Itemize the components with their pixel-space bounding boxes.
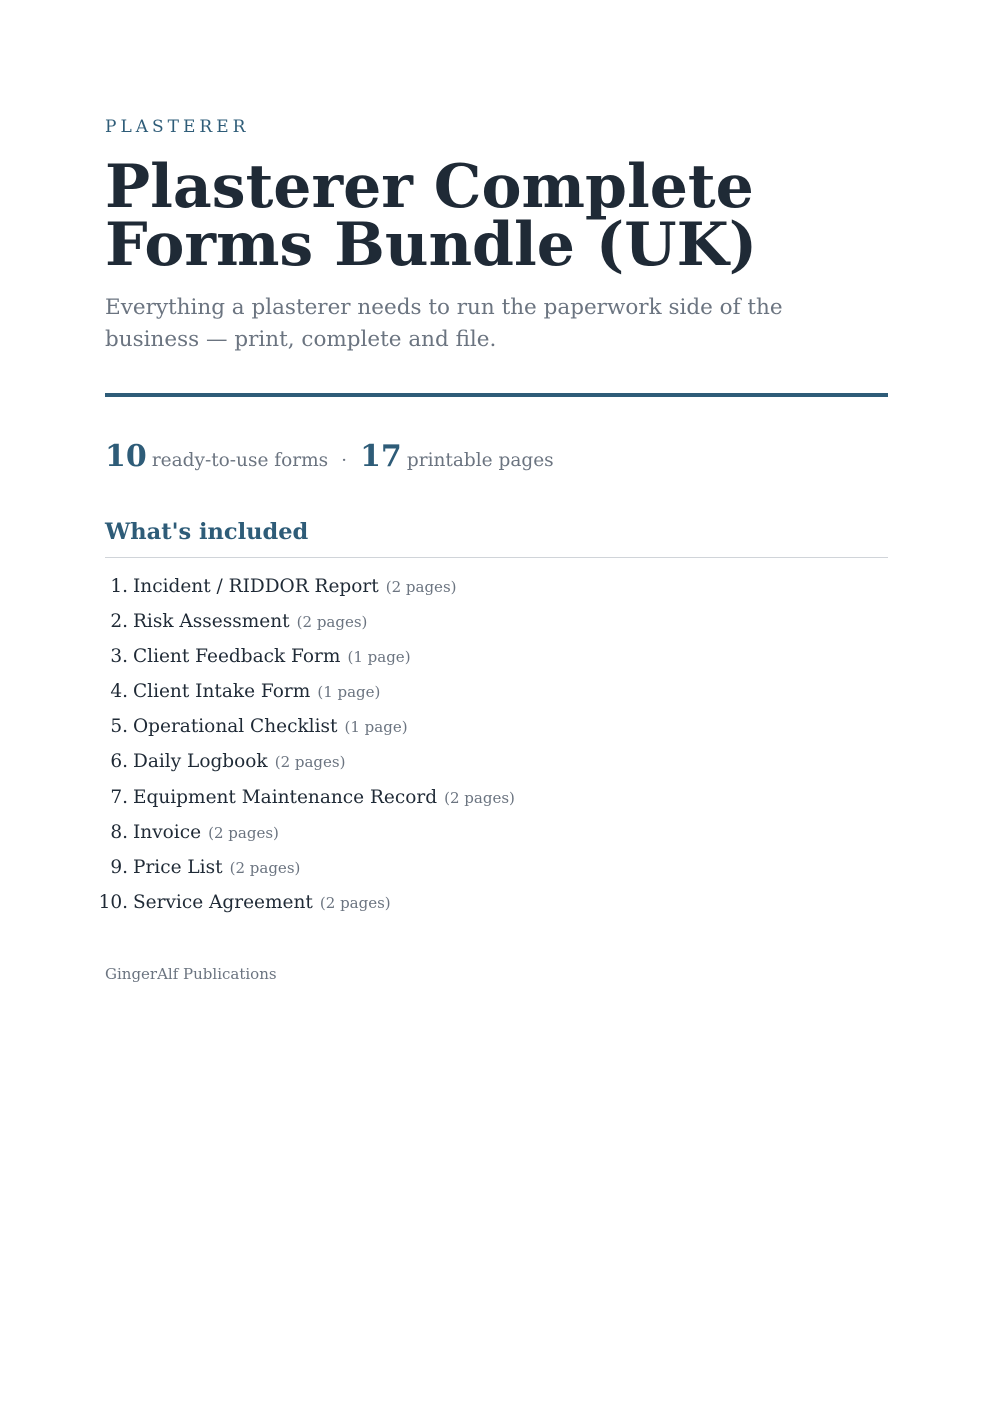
form-page-count: (2 pages) [208,823,279,842]
list-item [105,604,515,639]
list-item [105,639,515,674]
form-name: Equipment Maintenance Record [133,786,438,808]
form-page-count: (2 pages) [229,858,301,877]
included-heading: What's included [105,519,309,545]
item-number: 4. [110,681,128,703]
form-name: Invoice [133,821,202,843]
form-page-count: (2 pages) [319,893,391,912]
item-number: 8. [110,821,128,843]
form-name: Price List [133,856,223,878]
form-page-count: (1 page) [317,683,381,702]
forms-label: ready-to-use forms [151,450,329,471]
stats-separator: · [341,450,347,471]
form-page-count: (2 pages) [444,788,515,807]
item-number: 10. [98,891,128,913]
item-number: 3. [110,646,128,668]
list-item [105,709,515,744]
item-number: 6. [110,751,128,773]
forms-count: 10 [105,439,147,474]
form-name: Risk Assessment [133,611,290,633]
list-item [105,850,515,885]
list-item [105,569,515,604]
form-page-count: (2 pages) [274,753,346,772]
item-number: 1. [110,576,128,597]
pages-label: printable pages [406,450,554,471]
page-title: Plasterer Complete Forms Bundle (UK) [105,152,758,280]
form-page-count: (1 page) [344,718,408,737]
header-divider [105,393,888,397]
form-name: Operational Checklist [133,716,338,738]
form-name: Daily Logbook [133,751,268,773]
publisher-footer: GingerAlf Publications [105,965,277,983]
form-page-count: (2 pages) [296,613,368,632]
form-name: Client Intake Form [133,681,311,703]
item-number: 7. [110,786,128,808]
category-eyebrow: PLASTERER [105,117,250,137]
list-item [105,815,515,850]
section-divider [105,557,888,558]
item-number: 5. [110,716,128,738]
forms-list [98,569,515,920]
list-item [105,674,515,709]
page-subtitle: Everything a plasterer needs to run the paperwork side of the business — print, complete and file. [105,295,783,352]
form-page-count: (2 pages) [385,578,457,596]
item-number: 2. [110,611,128,633]
list-item [105,744,515,779]
form-name: Client Feedback Form [133,646,341,668]
form-name: Incident / RIDDOR Report [133,576,379,597]
item-number: 9. [110,856,128,878]
form-page-count: (1 page) [347,648,411,667]
form-name: Service Agreement [133,891,313,913]
list-item [98,885,515,920]
bundle-stats [105,437,554,481]
list-item [105,780,515,815]
pages-count: 17 [360,439,402,474]
